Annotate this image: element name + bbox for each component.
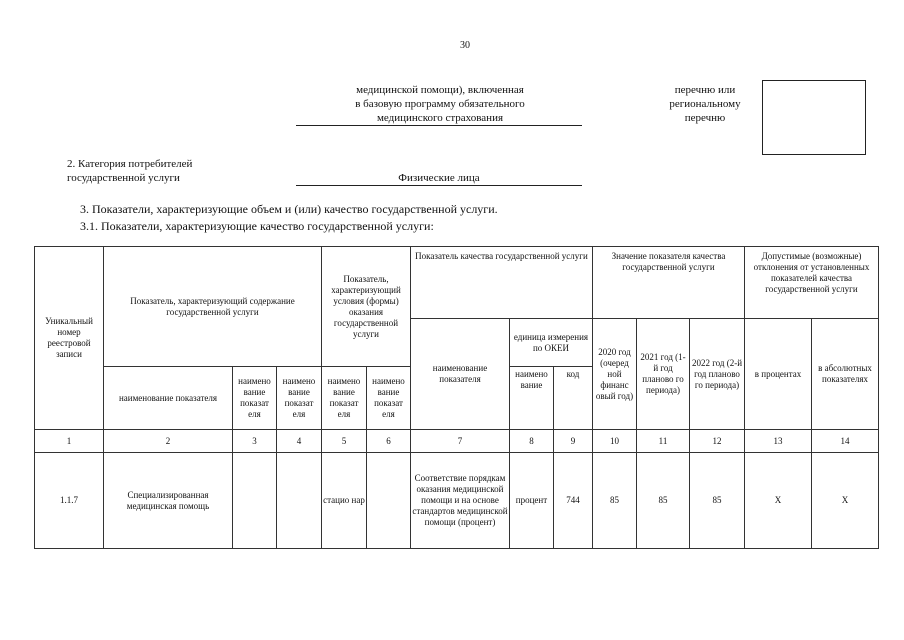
cell-content: Специализированная медицинская помощь [104,453,233,549]
header-condition-indicator: Показатель, характеризующий условия (формы) оказания государственной услуги [322,247,411,367]
cell-condition: стацио нар [322,453,367,549]
column-number: 4 [277,430,322,453]
header-deviation: Допустимые (возможные) отклонения от установленных показателей качества государственной услуги [745,247,879,319]
header-percent: в процентах [745,319,812,430]
cell-value-2021: 85 [637,453,690,549]
column-number: 7 [411,430,510,453]
header-value: Значение показателя качества государственной услуги [593,247,745,319]
section-3-1-heading: 3.1. Показатели, характеризующие качество государственной услуги: [80,219,434,233]
column-number: 13 [745,430,812,453]
cell-condition-6 [367,453,411,549]
category-value: Физические лица [398,172,480,184]
category-label [67,157,192,185]
header-indicator-name: наименование показателя [411,319,510,430]
header-unique-number: Уникальный номер реестровой записи [35,247,104,430]
column-number: 2 [104,430,233,453]
header-left-line-3: медицинского страхования [376,112,504,124]
column-number: 6 [367,430,411,453]
category-label-line-1: 2. Категория потребителей [67,158,193,170]
header-year-2021: 2021 год (1-й год планово го периода) [637,319,690,430]
header-content-short-name-2: наимено вание показат еля [277,367,322,430]
column-number: 10 [593,430,637,453]
column-number: 1 [35,430,104,453]
header-right-line-2: региональному [669,98,741,110]
cell-unit: процент [510,453,554,549]
header-right-line-1: перечню или [674,84,736,96]
column-number: 5 [322,430,367,453]
header-left-text [300,83,580,125]
quality-indicators-table [34,246,879,549]
table-row [35,453,879,549]
header-quality-indicator: Показатель качества государственной услуги [411,247,593,319]
header-okei-name: наимено вание [510,367,554,430]
cell-code: 744 [554,453,593,549]
header-right-text [650,83,760,125]
page-number: 30 [460,40,470,51]
header-year-2022: 2022 год (2-й год планово го периода) [690,319,745,430]
column-number: 9 [554,430,593,453]
header-okei-unit: единица измерения по ОКЕИ [510,319,593,367]
header-condition-short-name-1: наимено вание показат еля [322,367,367,430]
header-left-line-1: медицинской помощи), включенная [356,84,524,96]
cell-record-id: 1.1.7 [35,453,104,549]
section-3-heading: 3. Показатели, характеризующие объем и (или) качество государственной услуги. [80,202,498,216]
category-label-line-2: государственной услуги [67,172,180,184]
cell-content-4 [277,453,322,549]
header-content-short-name-1: наимено вание показат еля [233,367,277,430]
registry-code-box [762,80,866,155]
category-underline [296,185,582,186]
column-number: 8 [510,430,554,453]
column-number: 12 [690,430,745,453]
header-absolute: в абсолютных показателях [812,319,879,430]
header-right-line-3: перечню [684,112,726,124]
header-year-2020: 2020 год (очеред ной финанс овый год) [593,319,637,430]
header-content-indicator-name: наименование показателя [104,367,233,430]
cell-quality-name: Соответствие порядкам оказания медицинской помощи и на основе стандартов медицинской помощи (процент) [411,453,510,549]
cell-value-2022: 85 [690,453,745,549]
header-left-line-2: в базовую программу обязательного [355,98,525,110]
header-left-underline [296,125,582,126]
header-condition-short-name-2: наимено вание показат еля [367,367,411,430]
cell-value-2020: 85 [593,453,637,549]
cell-deviation-percent: X [745,453,812,549]
column-number: 14 [812,430,879,453]
header-okei-code: код [554,367,593,430]
cell-deviation-absolute: X [812,453,879,549]
column-number: 3 [233,430,277,453]
cell-content-3 [233,453,277,549]
column-number: 11 [637,430,690,453]
header-content-indicator: Показатель, характеризующий содержание государственной услуги [104,247,322,367]
